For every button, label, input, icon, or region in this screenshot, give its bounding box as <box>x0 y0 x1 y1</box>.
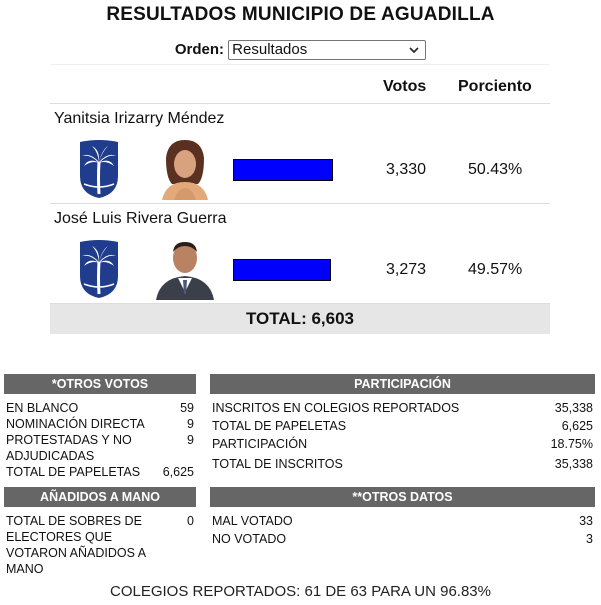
stat-label: NO VOTADO <box>212 532 287 546</box>
party-palm-logo <box>76 238 122 300</box>
stat-label: TOTAL DE SOBRES DE ELECTORES QUE VOTARON AÑADIDOS A MANO <box>6 514 146 576</box>
otros-datos-panel <box>210 487 595 547</box>
stat-label: INSCRITOS EN COLEGIOS REPORTADOS <box>212 401 460 415</box>
candidate-row <box>50 204 550 304</box>
stat-row <box>4 432 196 464</box>
candidate-name: José Luis Rivera Guerra <box>54 210 227 227</box>
stat-row <box>210 456 595 472</box>
candidate-vote-bar <box>233 259 331 281</box>
anadidos-header: AÑADIDOS A MANO <box>4 487 196 507</box>
stat-row <box>210 400 595 416</box>
chevron-down-icon <box>408 43 420 57</box>
precincts-reported: COLEGIOS REPORTADOS: 61 DE 63 PARA UN 96.83% <box>110 583 491 600</box>
stat-row <box>210 418 595 434</box>
stat-value: 3 <box>586 532 593 546</box>
candidate-votes: 3,330 <box>386 161 427 178</box>
candidate-votes: 3,273 <box>386 261 427 278</box>
results-table <box>50 64 550 334</box>
candidate-row <box>50 104 550 204</box>
candidate-name: Yanitsia Irizarry Méndez <box>54 110 225 127</box>
party-palm-logo <box>76 138 122 200</box>
total-votes: TOTAL: 6,603 <box>50 304 550 334</box>
otros-votos-panel <box>4 374 196 480</box>
page-title: RESULTADOS MUNICIPIO DE AGUADILLA <box>106 4 495 25</box>
stat-row <box>4 416 196 432</box>
candidate-percent: 50.43% <box>468 161 523 178</box>
stat-label: TOTAL DE PAPELETAS <box>212 419 347 433</box>
stat-value: 6,625 <box>561 419 593 433</box>
participacion-header: PARTICIPACIÓN <box>210 374 595 394</box>
stat-value: 6,625 <box>162 465 194 479</box>
votes-column-header: Votos <box>383 78 427 95</box>
stat-value: 35,338 <box>554 401 593 415</box>
stat-label: PROTESTADAS Y NO ADJUDICADAS <box>6 433 132 463</box>
stat-label: EN BLANCO <box>6 401 79 415</box>
candidate-vote-bar <box>233 159 333 181</box>
order-control <box>0 40 601 60</box>
candidate-photo <box>152 138 218 200</box>
stat-value: 33 <box>579 514 593 528</box>
stat-value: 9 <box>187 433 194 447</box>
stat-value: 59 <box>180 401 194 415</box>
stat-row <box>210 513 595 529</box>
results-header <box>50 64 550 104</box>
stat-value: 0 <box>187 514 194 528</box>
stat-row <box>4 400 196 416</box>
percent-column-header: Porciento <box>458 78 532 95</box>
participacion-panel <box>210 374 595 472</box>
stat-row <box>4 513 196 577</box>
stat-label: TOTAL DE PAPELETAS <box>6 465 141 479</box>
stat-label: TOTAL DE INSCRITOS <box>212 457 343 471</box>
stat-row <box>210 531 595 547</box>
order-select[interactable] <box>228 40 426 60</box>
anadidos-panel <box>4 487 196 577</box>
stat-row <box>4 464 196 480</box>
stat-label: PARTICIPACIÓN <box>212 437 308 451</box>
order-select-value: Resultados <box>232 41 308 58</box>
stat-value: 35,338 <box>554 457 593 471</box>
stat-value: 9 <box>187 417 194 431</box>
candidate-photo <box>152 238 218 300</box>
otros-votos-header: *OTROS VOTOS <box>4 374 196 394</box>
stat-value: 18.75% <box>550 437 593 451</box>
stat-label: NOMINACIÓN DIRECTA <box>6 417 145 431</box>
order-label: Orden: <box>174 40 224 58</box>
otros-datos-header: **OTROS DATOS <box>210 487 595 507</box>
stat-row <box>210 436 595 452</box>
stat-label: MAL VOTADO <box>212 514 293 528</box>
candidate-percent: 49.57% <box>468 261 523 278</box>
